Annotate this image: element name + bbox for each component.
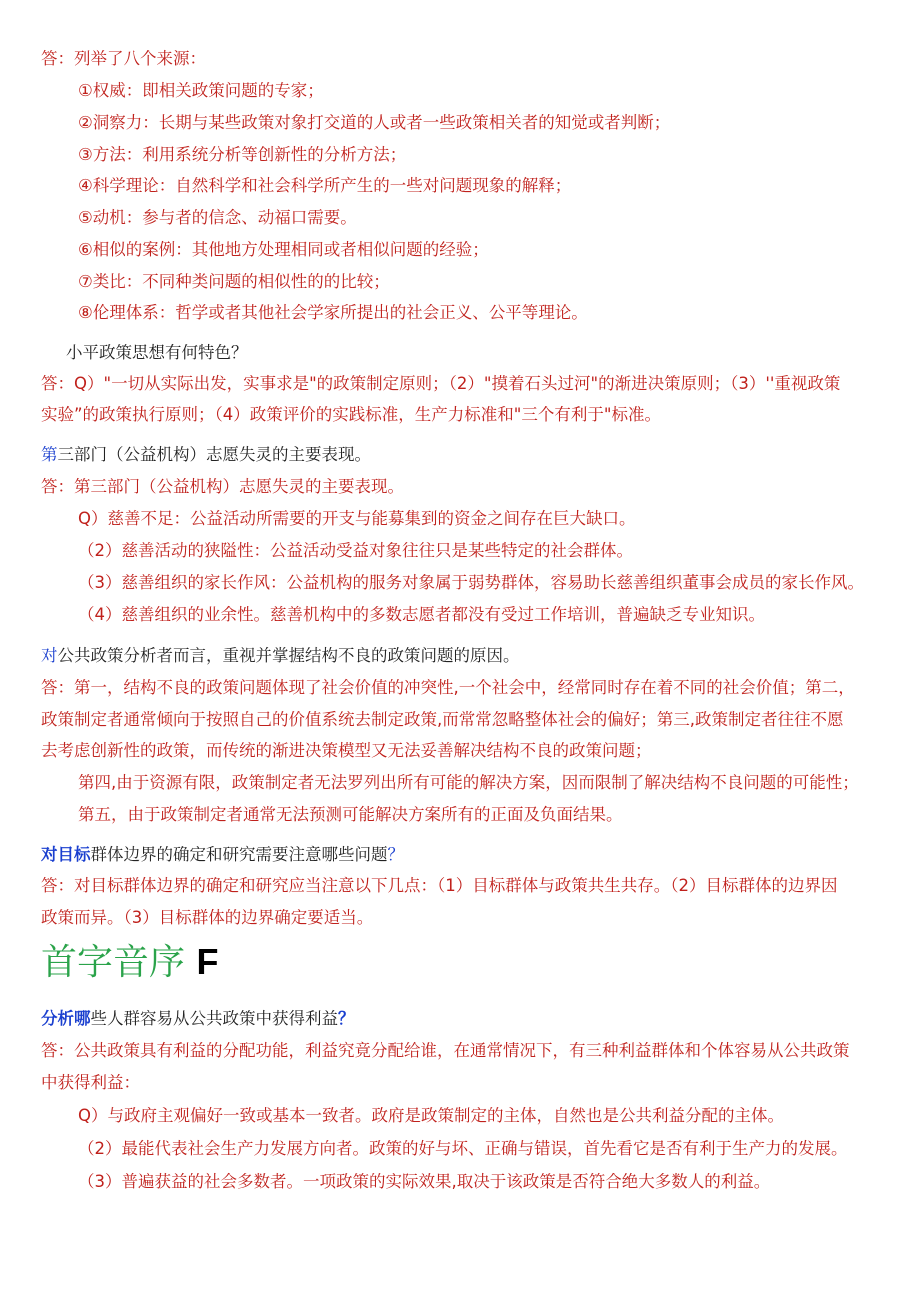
q1-item-4: ④科学理论：自然科学和社会科学所产生的一些对问题现象的解释； [78, 176, 572, 195]
q6-item-2: （2）最能代表社会生产力发展方向者。政策的好与坏、正确与错误，首先看它是否有利于生产力的发展。 [78, 1139, 848, 1158]
q3-question-rest: 三部门（公益机构）志愿失灵的主要表现。 [57, 445, 371, 464]
q6-question [41, 1007, 355, 1031]
q3-item-3: （3）慈善组织的家长作风：公益机构的服务对象属于弱势群体，容易助长慈善组织董事会成员的家长作风。 [78, 573, 864, 592]
q4-answer-line-3: 去考虑创新性的政策，而传统的渐进决策模型又无法妥善解决结构不良的政策问题； [41, 741, 652, 760]
section-heading [41, 938, 218, 987]
q5-question [41, 843, 404, 867]
q2-answer-line-1: 答：Q）"一切从实际出发，实事求是"的政策制定原则；（2）"摸着石头过河"的渐进决策原则；（3）''重视政策 [41, 374, 841, 393]
q1-item-7: ⑦类比：不同种类问题的相似性的的比较； [78, 272, 390, 291]
q5-answer-line-2: 政策而异。（3）目标群体的边界确定要适当。 [41, 908, 374, 927]
q6-answer-line-1: 答：公共政策具有利益的分配功能，利益究竟分配给谁，在通常情况下，有三种利益群体和个体容易从公共政策 [41, 1041, 850, 1060]
q6-question-lead: 分析哪 [41, 1009, 91, 1028]
q1-item-8: ⑧伦理体系：哲学或者其他社会学家所提出的社会正义、公平等理论。 [78, 303, 588, 322]
q6-answer-line-2: 中获得利益： [41, 1073, 140, 1092]
q6-question-mark: ？ [338, 1009, 355, 1028]
q5-answer-line-1: 答：对目标群体边界的确定和研究应当注意以下几点：（1）目标群体与政策共生共存。（2）目标群体的边界因 [41, 876, 838, 895]
q5-question-rest: 群体边界的确定和研究需要注意哪些问题 [90, 845, 388, 864]
q4-question [41, 644, 520, 668]
q3-question [41, 443, 371, 467]
q2-answer-line-2: 实验”的政策执行原则；（4）政策评价的实践标准，生产力标准和"三个有利于"标准。 [41, 405, 661, 424]
q1-item-3: ③方法：利用系统分析等创新性的分析方法； [78, 145, 407, 164]
q4-answer-line-2: 政策制定者通常倾向于按照自己的价值系统去制定政策,而常常忽略整体社会的偏好；第三,政策制定者往往不愿 [41, 710, 844, 729]
q5-question-lead: 对目标 [41, 845, 91, 864]
section-letter: F [196, 941, 219, 982]
q6-item-3: （3）普遍获益的社会多数者。一项政策的实际效果,取决于该政策是否符合绝大多数人的利益。 [78, 1172, 771, 1191]
q5-question-mark: ？ [387, 845, 404, 864]
q6-item-1: Q）与政府主观偏好一致或基本一致者。政府是政策制定的主体，自然也是公共利益分配的主体。 [78, 1106, 784, 1125]
q4-question-lead: 对 [41, 646, 58, 665]
q4-item-2: 第五，由于政策制定者通常无法预测可能解决方案所有的正面及负面结果。 [78, 805, 623, 824]
section-title: 首字音序 [41, 942, 186, 983]
q3-item-4: （4）慈善组织的业余性。慈善机构中的多数志愿者都没有受过工作培训，普遍缺乏专业知识。 [78, 605, 765, 624]
q4-item-1: 第四,由于资源有限，政策制定者无法罗列出所有可能的解决方案，因而限制了解决结构不良问题的可能性； [78, 773, 859, 792]
q3-item-2: （2）慈善活动的狭隘性：公益活动受益对象往往只是某些特定的社会群体。 [78, 541, 633, 560]
q2-question: 小平政策思想有何特色？ [66, 343, 248, 362]
q3-question-lead: 第 [41, 445, 58, 464]
q1-item-2: ②洞察力：长期与某些政策对象打交道的人或者一些政策相关者的知觉或者判断； [78, 113, 671, 132]
q1-item-1: ①权威：即相关政策问题的专家； [78, 81, 324, 100]
q4-answer-line-1: 答：第一，结构不良的政策问题体现了社会价值的冲突性,一个社会中，经常同时存在着不同的社会价值；第二， [41, 678, 855, 697]
q1-answer-intro: 答：列举了八个来源： [41, 49, 206, 68]
q3-item-1: Q）慈善不足：公益活动所需要的开支与能募集到的资金之间存在巨大缺口。 [78, 509, 636, 528]
q6-question-rest: 些人群容易从公共政策中获得利益 [90, 1009, 338, 1028]
q4-question-rest: 公共政策分析者而言，重视并掌握结构不良的政策问题的原因。 [57, 646, 520, 665]
q1-item-6: ⑥相似的案例：其他地方处理相同或者相似问题的经验； [78, 240, 489, 259]
q3-answer-intro: 答：第三部门（公益机构）志愿失灵的主要表现。 [41, 477, 404, 496]
q1-item-5: ⑤动机：参与者的信念、动福口需要。 [78, 208, 357, 227]
